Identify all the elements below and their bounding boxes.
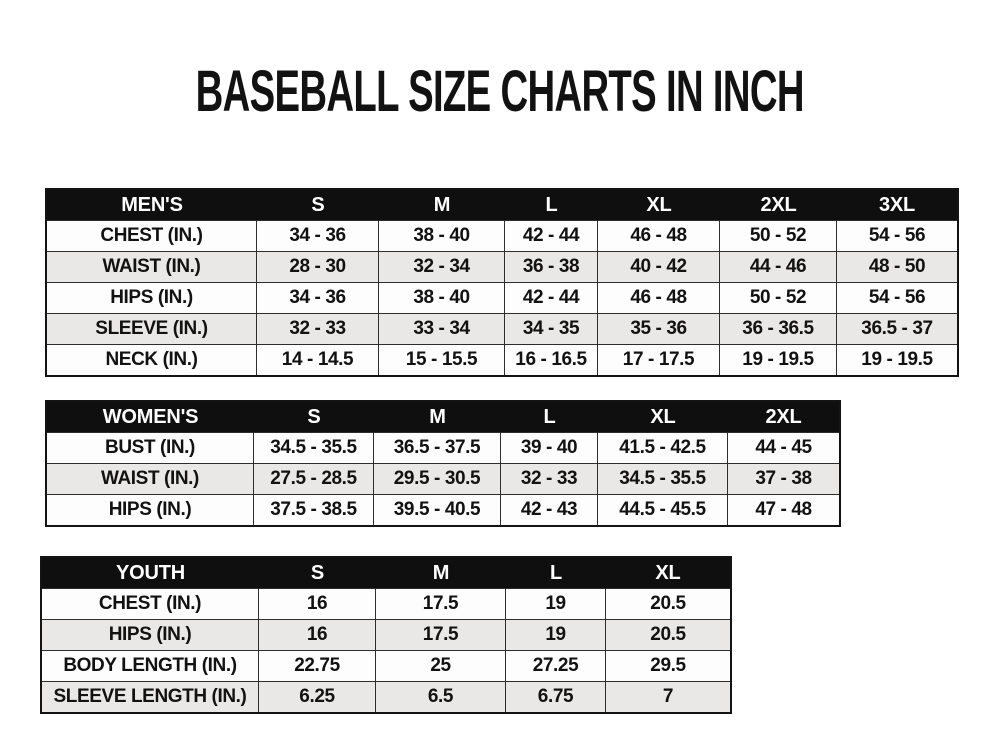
measurement-label-cell: BODY LENGTH (IN.) [42,650,259,681]
size-value-cell: 19 [506,588,606,619]
size-value-cell: 40 - 42 [598,251,720,282]
size-value-cell: 36 - 38 [505,251,598,282]
size-value-cell: 17.5 [376,619,506,650]
table-group-header: WOMEN'S [47,402,254,432]
size-value-cell: 48 - 50 [837,251,957,282]
size-value-cell: 17.5 [376,588,506,619]
size-value-cell: 36.5 - 37 [837,313,957,344]
size-column-header: 2XL [720,190,837,220]
size-value-cell: 28 - 30 [257,251,379,282]
measurement-label-cell: CHEST (IN.) [42,588,259,619]
size-value-cell: 17 - 17.5 [598,344,720,375]
size-value-cell: 19 - 19.5 [837,344,957,375]
size-value-cell: 33 - 34 [379,313,505,344]
size-value-cell: 34 - 36 [257,282,379,313]
size-value-cell: 25 [376,650,506,681]
size-value-cell: 39.5 - 40.5 [374,494,501,525]
size-column-header: XL [598,402,728,432]
size-column-header: L [505,190,598,220]
mens-size-table [45,188,959,377]
size-column-header: 2XL [728,402,839,432]
size-column-header: S [257,190,379,220]
measurement-label-cell: BUST (IN.) [47,432,254,463]
size-column-header: 3XL [837,190,957,220]
measurement-label-cell: SLEEVE (IN.) [47,313,257,344]
size-value-cell: 15 - 15.5 [379,344,505,375]
size-value-cell: 50 - 52 [720,282,837,313]
size-value-cell: 16 - 16.5 [505,344,598,375]
size-value-cell: 16 [259,619,376,650]
size-value-cell: 16 [259,588,376,619]
size-column-header: M [376,558,506,588]
youth-size-table [40,556,732,714]
size-value-cell: 14 - 14.5 [257,344,379,375]
measurement-label-cell: SLEEVE LENGTH (IN.) [42,681,259,712]
size-value-cell: 34 - 35 [505,313,598,344]
table-group-header: YOUTH [42,558,259,588]
size-value-cell: 29.5 - 30.5 [374,463,501,494]
size-value-cell: 36 - 36.5 [720,313,837,344]
size-value-cell: 34 - 36 [257,220,379,251]
size-column-header: S [254,402,374,432]
measurement-label-cell: WAIST (IN.) [47,251,257,282]
size-value-cell: 34.5 - 35.5 [598,463,728,494]
size-value-cell: 32 - 33 [501,463,598,494]
size-value-cell: 46 - 48 [598,220,720,251]
womens-size-table [45,400,841,527]
size-value-cell: 22.75 [259,650,376,681]
size-value-cell: 50 - 52 [720,220,837,251]
size-value-cell: 27.25 [506,650,606,681]
size-column-header: S [259,558,376,588]
size-value-cell: 38 - 40 [379,220,505,251]
size-value-cell: 39 - 40 [501,432,598,463]
size-value-cell: 32 - 33 [257,313,379,344]
measurement-label-cell: HIPS (IN.) [47,494,254,525]
size-value-cell: 35 - 36 [598,313,720,344]
size-value-cell: 34.5 - 35.5 [254,432,374,463]
size-column-header: L [506,558,606,588]
measurement-label-cell: CHEST (IN.) [47,220,257,251]
size-column-header: XL [598,190,720,220]
size-value-cell: 19 - 19.5 [720,344,837,375]
measurement-label-cell: WAIST (IN.) [47,463,254,494]
size-value-cell: 42 - 43 [501,494,598,525]
size-value-cell: 37 - 38 [728,463,839,494]
size-value-cell: 38 - 40 [379,282,505,313]
size-value-cell: 6.5 [376,681,506,712]
size-value-cell: 42 - 44 [505,282,598,313]
size-value-cell: 20.5 [606,588,730,619]
size-value-cell: 36.5 - 37.5 [374,432,501,463]
size-value-cell: 42 - 44 [505,220,598,251]
page-title: BASEBALL SIZE CHARTS IN INCH [195,58,805,124]
measurement-label-cell: HIPS (IN.) [47,282,257,313]
measurement-label-cell: NECK (IN.) [47,344,257,375]
size-value-cell: 47 - 48 [728,494,839,525]
size-column-header: XL [606,558,730,588]
size-value-cell: 27.5 - 28.5 [254,463,374,494]
size-value-cell: 6.25 [259,681,376,712]
size-value-cell: 54 - 56 [837,282,957,313]
size-value-cell: 46 - 48 [598,282,720,313]
size-column-header: M [379,190,505,220]
page-title-wrap [0,58,1000,124]
size-value-cell: 32 - 34 [379,251,505,282]
size-value-cell: 44 - 45 [728,432,839,463]
size-column-header: L [501,402,598,432]
size-column-header: M [374,402,501,432]
size-value-cell: 19 [506,619,606,650]
size-value-cell: 20.5 [606,619,730,650]
size-value-cell: 29.5 [606,650,730,681]
size-value-cell: 44 - 46 [720,251,837,282]
size-value-cell: 41.5 - 42.5 [598,432,728,463]
measurement-label-cell: HIPS (IN.) [42,619,259,650]
size-value-cell: 7 [606,681,730,712]
size-value-cell: 37.5 - 38.5 [254,494,374,525]
size-value-cell: 54 - 56 [837,220,957,251]
table-group-header: MEN'S [47,190,257,220]
size-value-cell: 6.75 [506,681,606,712]
size-value-cell: 44.5 - 45.5 [598,494,728,525]
